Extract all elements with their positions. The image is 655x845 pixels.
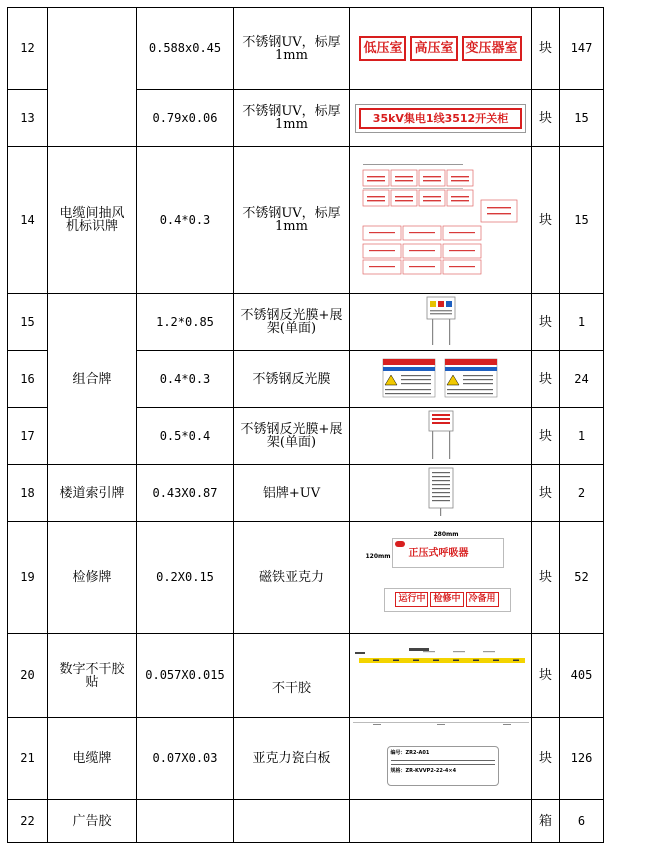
row-number: 16 (8, 351, 48, 408)
status-signs (384, 588, 511, 612)
unit-cell: 块 (532, 522, 560, 634)
row-number: 20 (8, 634, 48, 718)
size-cell: 0.057X0.015 (137, 634, 234, 718)
size-cell: 0.2X0.15 (137, 522, 234, 634)
row-number: 14 (8, 147, 48, 294)
table-row (8, 634, 654, 718)
qty-cell: 126 (560, 718, 604, 800)
material-cell: 不锈钢UV，标厚1mm (234, 90, 350, 147)
combination-board-image (421, 295, 461, 347)
table-row (8, 465, 654, 522)
room-sign: 高压室 (410, 36, 457, 61)
table-row (8, 522, 654, 634)
room-sign: 变压器室 (462, 36, 522, 61)
table-row (8, 718, 654, 800)
unit-cell: 块 (532, 408, 560, 465)
material-cell: 亚克力瓷白板 (234, 718, 350, 800)
unit-cell: 块 (532, 147, 560, 294)
size-cell: 1.2*0.85 (137, 294, 234, 351)
unit-cell: 块 (532, 718, 560, 800)
image-cell (350, 800, 532, 843)
qty-cell: 15 (560, 90, 604, 147)
unit-cell: 块 (532, 634, 560, 718)
size-cell: 0.79x0.06 (137, 90, 234, 147)
size-cell: 0.07X0.03 (137, 718, 234, 800)
status-maintenance: 检修中 (430, 592, 463, 607)
image-cell (350, 634, 532, 718)
table-row (8, 147, 654, 294)
qty-cell: 15 (560, 147, 604, 294)
unit-cell: 块 (532, 294, 560, 351)
material-cell: 不锈钢反光膜+展架(单面) (234, 408, 350, 465)
unit-cell: 块 (532, 351, 560, 408)
table-row (8, 294, 654, 351)
image-cell (350, 8, 532, 90)
switchgear-sign-image (355, 104, 526, 133)
item-name-cell: 组合牌 (48, 294, 137, 465)
image-cell (350, 90, 532, 147)
material-cell: 铝牌+UV (234, 465, 350, 522)
size-cell: 0.588x0.45 (137, 8, 234, 90)
table-row (8, 8, 654, 90)
qty-cell: 405 (560, 634, 604, 718)
qty-cell: 2 (560, 465, 604, 522)
size-cell: 0.5*0.4 (137, 408, 234, 465)
cable-tag (387, 746, 499, 786)
stand-board-image (421, 409, 461, 461)
row-number: 15 (8, 294, 48, 351)
image-cell (350, 718, 532, 800)
dimension-label: 280mm (433, 530, 459, 538)
room-sign: 低压室 (359, 36, 406, 61)
item-name-cell: 广告胶 (48, 800, 137, 843)
material-cell: 不锈钢UV，标厚1mm (234, 147, 350, 294)
row-number: 19 (8, 522, 48, 634)
table-row (8, 800, 654, 843)
image-cell (350, 294, 532, 351)
image-cell (350, 408, 532, 465)
cable-tag-image (353, 718, 529, 796)
qty-cell: 1 (560, 408, 604, 465)
number-sticker-image (353, 646, 529, 686)
row-number: 12 (8, 8, 48, 90)
material-cell: 不锈钢UV，标厚1mm (234, 8, 350, 90)
fan-sign-sheet-image (361, 160, 521, 278)
switchgear-label: 35kV集电1线3512开关柜 (359, 108, 522, 129)
room-sign-image (350, 36, 531, 61)
item-name-cell (48, 8, 137, 147)
tag-number: 编号：ZR2-A01 (390, 750, 430, 756)
row-number: 17 (8, 408, 48, 465)
tag-dimension-marks (353, 720, 529, 734)
status-cold-standby: 冷备用 (466, 592, 499, 607)
dimension-label: 120mm (365, 552, 391, 560)
unit-cell: 块 (532, 90, 560, 147)
size-cell: 0.4*0.3 (137, 351, 234, 408)
item-name-cell: 电缆间抽风机标识牌 (48, 147, 137, 294)
size-cell: 0.4*0.3 (137, 147, 234, 294)
row-number: 22 (8, 800, 48, 843)
unit-cell: 块 (532, 8, 560, 90)
image-cell (350, 351, 532, 408)
unit-cell: 块 (532, 465, 560, 522)
image-cell (350, 147, 532, 294)
row-number: 21 (8, 718, 48, 800)
tag-spec: 规格：ZR-KVVP2-22-4×4 (390, 768, 457, 774)
material-cell: 磁铁亚克力 (234, 522, 350, 634)
status-running: 运行中 (395, 592, 428, 607)
respirator-label: 正压式呼吸器 (408, 547, 469, 559)
logo-icon (395, 541, 405, 547)
qty-cell: 6 (560, 800, 604, 843)
qty-cell: 147 (560, 8, 604, 90)
safety-sign-image (381, 357, 501, 399)
qty-cell: 52 (560, 522, 604, 634)
material-cell (234, 800, 350, 843)
row-number: 13 (8, 90, 48, 147)
material-cell: 不锈钢反光膜+展架(单面) (234, 294, 350, 351)
item-name-cell: 楼道索引牌 (48, 465, 137, 522)
row-number: 18 (8, 465, 48, 522)
item-name-cell: 数字不干胶贴 (48, 634, 137, 718)
qty-cell: 24 (560, 351, 604, 408)
maintenance-sign-image (366, 528, 516, 628)
image-cell (350, 465, 532, 522)
material-cell: 不干胶 (234, 634, 350, 718)
image-cell (350, 522, 532, 634)
size-cell: 0.43X0.87 (137, 465, 234, 522)
respirator-sign (392, 538, 504, 568)
qty-cell: 1 (560, 294, 604, 351)
size-cell (137, 800, 234, 843)
material-cell: 不锈钢反光膜 (234, 351, 350, 408)
item-name-cell: 电缆牌 (48, 718, 137, 800)
stair-index-image (421, 466, 461, 518)
unit-cell: 箱 (532, 800, 560, 843)
signage-table (7, 7, 654, 843)
item-name-cell: 检修牌 (48, 522, 137, 634)
